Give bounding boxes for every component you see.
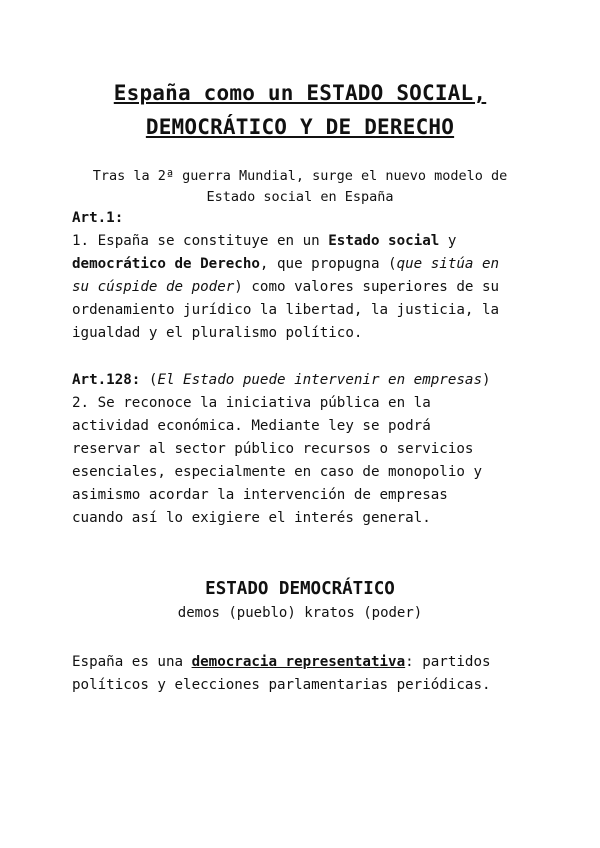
article-1-section xyxy=(72,207,532,345)
document-title xyxy=(60,76,540,144)
article-1-line-3 xyxy=(72,276,532,299)
democratico-derecho-term: democrático de Derecho xyxy=(72,256,260,272)
article-128-line-2: actividad económica. Mediante ley se podrá xyxy=(72,418,431,434)
intro-line-1: Tras la 2ª guerra Mundial, surge el nuevo modelo de xyxy=(92,168,508,184)
intro-line-2: Estado social en España xyxy=(206,189,394,205)
article-1-line-2 xyxy=(72,253,532,276)
article-1-text: , que propugna ( xyxy=(259,256,397,272)
article-1-text: 1. España se constituye en un xyxy=(72,233,329,249)
article-1-line-5: igualdad y el pluralismo político. xyxy=(72,325,363,341)
article-128-line-3: reservar al sector público recursos o servicios xyxy=(72,441,474,457)
intro-paragraph xyxy=(70,166,530,208)
democracia-line-1 xyxy=(72,651,532,674)
democracia-text: España es una xyxy=(72,654,192,670)
article-1-line-4: ordenamiento jurídico la libertad, la justicia, la xyxy=(72,302,500,318)
article-128-line-4: esenciales, especialmente en caso de monopolio y xyxy=(72,464,482,480)
estado-social-term: Estado social xyxy=(328,233,440,249)
article-1-line-1 xyxy=(72,230,532,253)
democracia-representativa-term: democracia representativa xyxy=(191,654,406,670)
article-128-heading xyxy=(72,369,532,392)
paren-open: ( xyxy=(140,372,158,388)
article-1-heading: Art.1: xyxy=(72,210,124,226)
etymology-line: demos (pueblo) kratos (poder) xyxy=(177,605,423,621)
article-1-gloss: su cúspide de poder xyxy=(72,279,235,295)
article-128-line-1: 2. Se reconoce la iniciativa pública en la xyxy=(72,395,431,411)
article-128-line-6: cuando así lo exigiere el interés general. xyxy=(72,510,431,526)
paren-close: ) xyxy=(482,372,491,388)
article-1-text: ) como valores superiores de su xyxy=(234,279,500,295)
article-1-gloss: que sitúa en xyxy=(396,256,500,272)
title-line-2: DEMOCRÁTICO Y DE DERECHO xyxy=(145,115,455,139)
title-line-1: España como un ESTADO SOCIAL, xyxy=(113,81,487,105)
article-1-text: y xyxy=(439,233,457,249)
article-128-section xyxy=(72,369,532,530)
article-128-label: Art.128: xyxy=(72,372,141,388)
article-128-line-5: asimismo acordar la intervención de empresas xyxy=(72,487,448,503)
democracia-paragraph xyxy=(72,651,532,697)
democracia-line-2: políticos y elecciones parlamentarias periódicas. xyxy=(72,677,491,693)
article-128-gloss: El Estado puede intervenir en empresas xyxy=(157,372,483,388)
democracia-text: : partidos xyxy=(405,654,491,670)
section-heading-democratico: ESTADO DEMOCRÁTICO xyxy=(205,579,395,599)
